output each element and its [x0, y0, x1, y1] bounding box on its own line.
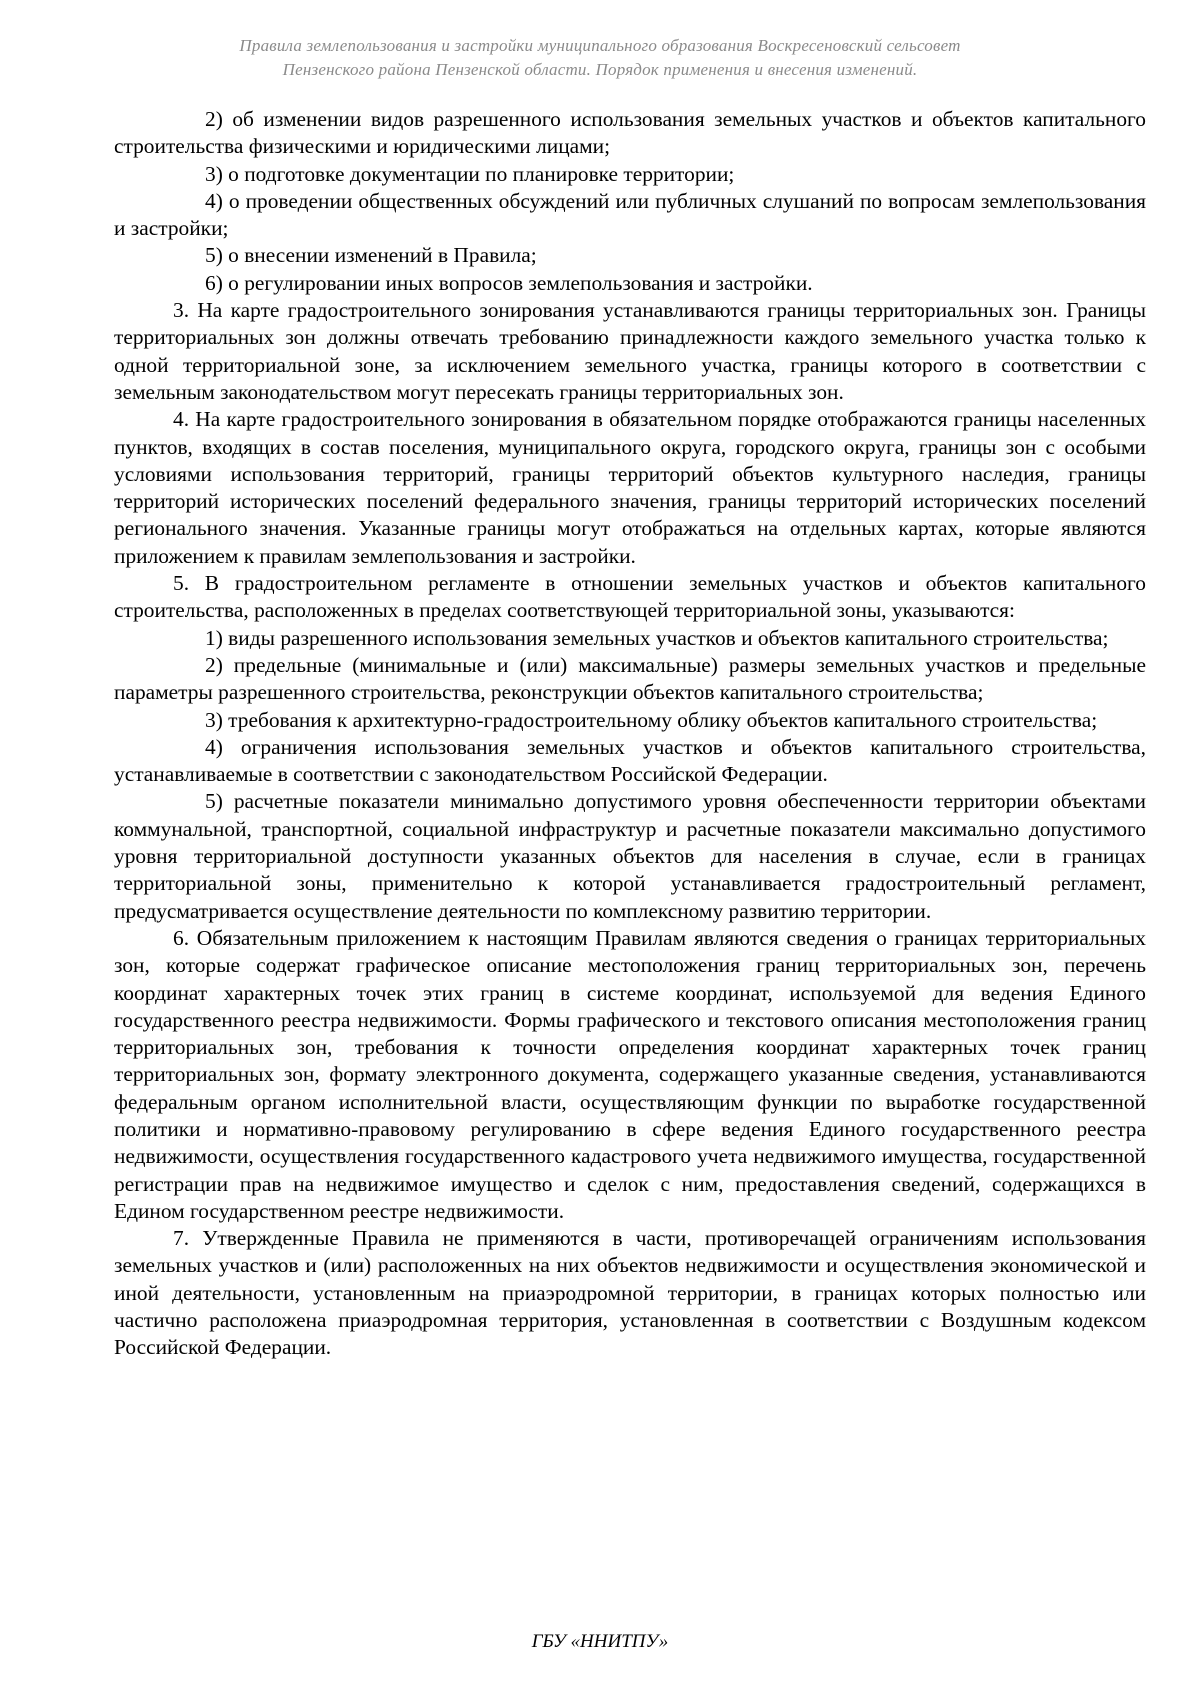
clause-7: 7. Утвержденные Правила не применяются в части, противоречащей ограничениям использования земельных участков и (или) расположенных на них объектов недвижимости и осуществления экономической и иной деятельности, установленным на приаэродромной территории, в границах которых полностью или частично расположена приаэродромная территория, установленная в соответствии с Воздушным кодексом Российской Федерации.	[114, 1226, 1146, 1360]
document-body	[114, 106, 1146, 1362]
clause-3: 3. На карте градостроительного зонирования устанавливаются границы территориальных зон. Границы территориальных зон должны отвечать требованию принадлежности каждого земельного участка только к одной территориальной зоне, за исключением земельного участка, границы которого в соответствии с земельным законодательством могут пересекать границы территориальных зон.	[114, 298, 1146, 404]
list-item-5: 5) о внесении изменений в Правила;	[205, 243, 537, 268]
list-item-3: 3) о подготовке документации по планировке территории;	[205, 161, 735, 186]
clause-5-item-2: 2) предельные (минимальные и (или) максимальные) размеры земельных участков и предельные параметры разрешенного строительства, реконструкции объектов капитального строительства;	[114, 652, 1146, 705]
running-header	[140, 34, 1060, 82]
clause-5-item-1: 1) виды разрешенного использования земельных участков и объектов капитального строительства;	[205, 625, 1109, 650]
clause-4: 4. На карте градостроительного зонирования в обязательном порядке отображаются границы населенных пунктов, входящих в состав поселения, муниципального округа, городского округа, границы зон с особыми условиями использования территорий, границы территорий объектов культурного наследия, границы территорий исторических поселений федерального значения, границы территорий исторических поселений регионального значения. Указанные границы могут отображаться на отдельных картах, которые являются приложением к правилам землепользования и застройки.	[114, 407, 1146, 568]
running-header-line-1: Правила землепользования и застройки муниципального образования Воскресеновский сельсовет	[239, 36, 961, 55]
clause-5-item-5: 5) расчетные показатели минимально допустимого уровня обеспеченности территории объектами коммунальной, транспортной, социальной инфраструктур и расчетные показатели максимально допустимого уровня территориальной доступности указанных объектов для населения в случае, если в границах территориальной зоны, применительно к которой устанавливается градостроительный регламент, предусматривается осуществление деятельности по комплексному развитию территории.	[114, 789, 1146, 923]
clause-6: 6. Обязательным приложением к настоящим Правилам являются сведения о границах территориальных зон, которые содержат графическое описание местоположения границ территориальных зон, перечень координат характерных точек этих границ в системе координат, используемой для ведения Единого государственного реестра недвижимости. Формы графического и текстового описания местоположения границ территориальных зон, требования к точности определения координат характерных точек границ территориальных зон, формату электронного документа, содержащего указанные сведения, устанавливаются федеральным органом исполнительной власти, осуществляющим функции по выработке государственной политики и нормативно-правовому регулированию в сфере ведения Единого государственного реестра недвижимости, осуществления государственного кадастрового учета недвижимого имущества, государственной регистрации прав на недвижимое имущество и сделок с ним, предоставления сведений, содержащихся в Едином государственном реестре недвижимости.	[114, 925, 1146, 1223]
clause-5-item-4: 4) ограничения использования земельных участков и объектов капитального строительства, устанавливаемые в соответствии с законодательством Российской Федерации.	[114, 734, 1146, 787]
page-footer: ГБУ «ННИТПУ»	[531, 1631, 669, 1652]
list-item-2: 2) об изменении видов разрешенного использования земельных участков и объектов капитального строительства физическими и юридическими лицами;	[114, 107, 1146, 159]
list-item-6: 6) о регулировании иных вопросов землепользования и застройки.	[205, 270, 813, 295]
running-header-line-2: Пензенского района Пензенской области. Порядок применения и внесения изменений.	[282, 60, 918, 79]
clause-5-item-3: 3) требования к архитектурно-градостроительному облику объектов капитального строительства;	[205, 707, 1098, 732]
list-item-4: 4) о проведении общественных обсуждений или публичных слушаний по вопросам землепользования и застройки;	[114, 188, 1146, 241]
clause-5: 5. В градостроительном регламенте в отношении земельных участков и объектов капитального строительства, расположенных в пределах соответствующей территориальной зоны, указываются:	[114, 571, 1146, 623]
